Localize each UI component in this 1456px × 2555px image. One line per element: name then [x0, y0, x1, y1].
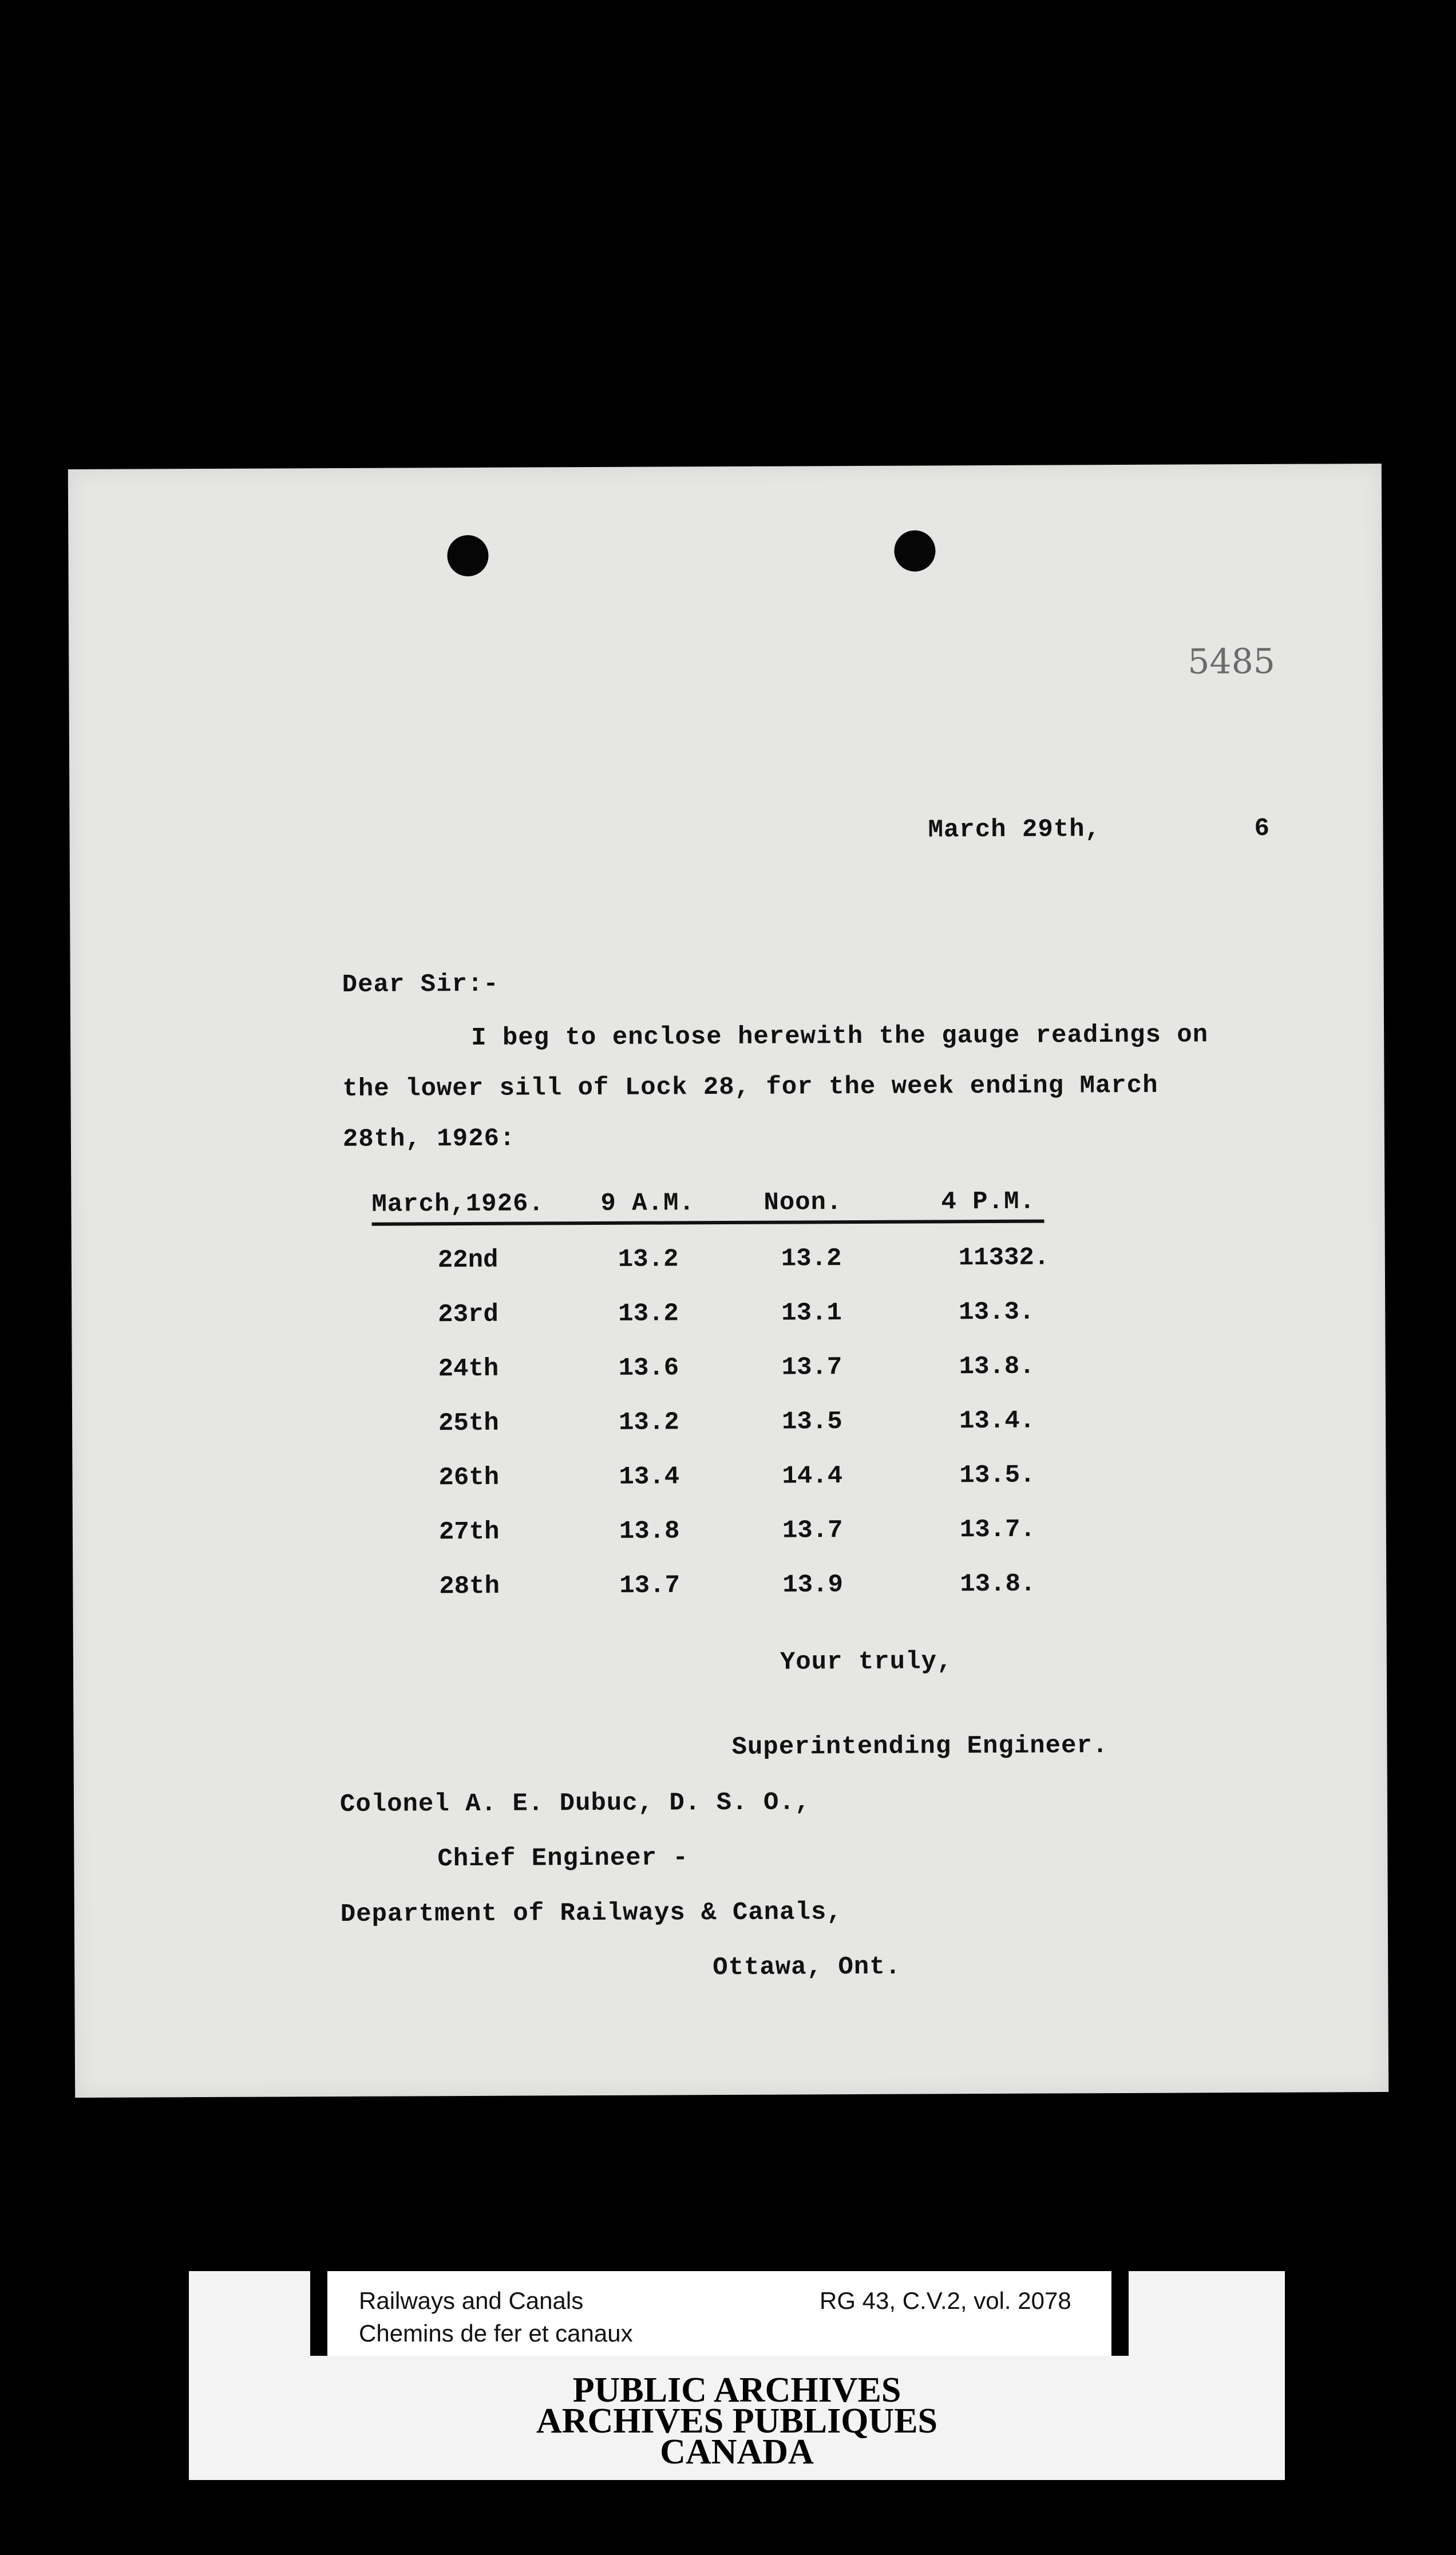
handwritten-page-number: 5485 — [1188, 641, 1276, 682]
table-cell: 13.7 — [782, 1516, 843, 1545]
table-cell: 13.7 — [619, 1571, 680, 1600]
table-cell: 22nd — [437, 1245, 498, 1275]
table-cell: 25th — [438, 1409, 499, 1438]
address-line-3: Department of Railways & Canals, — [340, 1898, 842, 1929]
table-cell: 24th — [438, 1354, 499, 1384]
letter-date: March 29th, — [928, 815, 1101, 845]
table-cell: 13.7. — [959, 1515, 1036, 1545]
table-cell: 14.4 — [782, 1462, 843, 1491]
table-cell: 11332. — [958, 1243, 1050, 1273]
body-line-1: I beg to enclose herewith the gauge readings on — [471, 1021, 1209, 1053]
closing: Your truly, — [780, 1647, 953, 1677]
body-line-3: 28th, 1926: — [342, 1124, 516, 1154]
archive-label — [189, 2271, 1285, 2480]
table-cell: 13.4. — [959, 1406, 1035, 1436]
address-line-2: Chief Engineer - — [437, 1844, 689, 1874]
address-line-1: Colonel A. E. Dubuc, D. S. O., — [339, 1788, 811, 1819]
body-line-2: the lower sill of Lock 28, for the week ending March — [342, 1071, 1158, 1104]
table-cell: 13.5. — [959, 1461, 1035, 1490]
fonds-french: Chemins de fer et canaux — [359, 2320, 633, 2347]
archive-label-reference-strip — [310, 2271, 1129, 2356]
table-header-noon: Noon. — [763, 1188, 842, 1217]
archive-name-2: ARCHIVES PUBLIQUES — [536, 2402, 938, 2441]
signature-title: Superintending Engineer. — [731, 1731, 1109, 1762]
archive-reference: RG 43, C.V.2, vol. 2078 — [820, 2287, 1071, 2314]
table-cell: 13.4 — [619, 1462, 680, 1492]
table-header-4pm: 4 P.M. — [941, 1187, 1035, 1217]
table-cell: 13.3. — [959, 1298, 1035, 1327]
table-cell: 13.9 — [782, 1571, 844, 1600]
table-cell: 13.2 — [781, 1244, 842, 1273]
letter-page — [68, 464, 1388, 2098]
table-cell: 13.8 — [619, 1517, 680, 1546]
archive-name-1: PUBLIC ARCHIVES — [572, 2371, 901, 2410]
page-mark: 6 — [1254, 814, 1271, 843]
salutation: Dear Sir:- — [342, 970, 499, 999]
table-cell: 23rd — [438, 1300, 498, 1330]
table-cell: 13.2 — [618, 1245, 679, 1274]
table-cell: 13.7 — [781, 1353, 842, 1382]
table-cell: 28th — [439, 1572, 500, 1601]
table-cell: 13.5 — [781, 1407, 842, 1437]
table-cell: 26th — [438, 1463, 500, 1493]
table-cell: 13.6 — [618, 1354, 679, 1383]
table-cell: 13.8. — [959, 1352, 1035, 1382]
table-cell: 13.1 — [781, 1299, 842, 1328]
table-header-rule — [372, 1220, 1044, 1226]
table-header-9am: 9 A.M. — [600, 1189, 695, 1218]
address-line-4: Ottawa, Ont. — [713, 1952, 901, 1983]
fonds-english: Railways and Canals — [359, 2287, 584, 2314]
archive-name-3: CANADA — [660, 2433, 814, 2471]
table-header-date: March,1926. — [371, 1189, 544, 1219]
table-cell: 13.2 — [618, 1299, 679, 1328]
table-cell: 13.8. — [960, 1569, 1036, 1599]
table-cell: 27th — [438, 1517, 500, 1547]
punch-hole-right — [894, 530, 935, 571]
punch-hole-left — [447, 535, 488, 576]
table-cell: 13.2 — [618, 1408, 679, 1437]
